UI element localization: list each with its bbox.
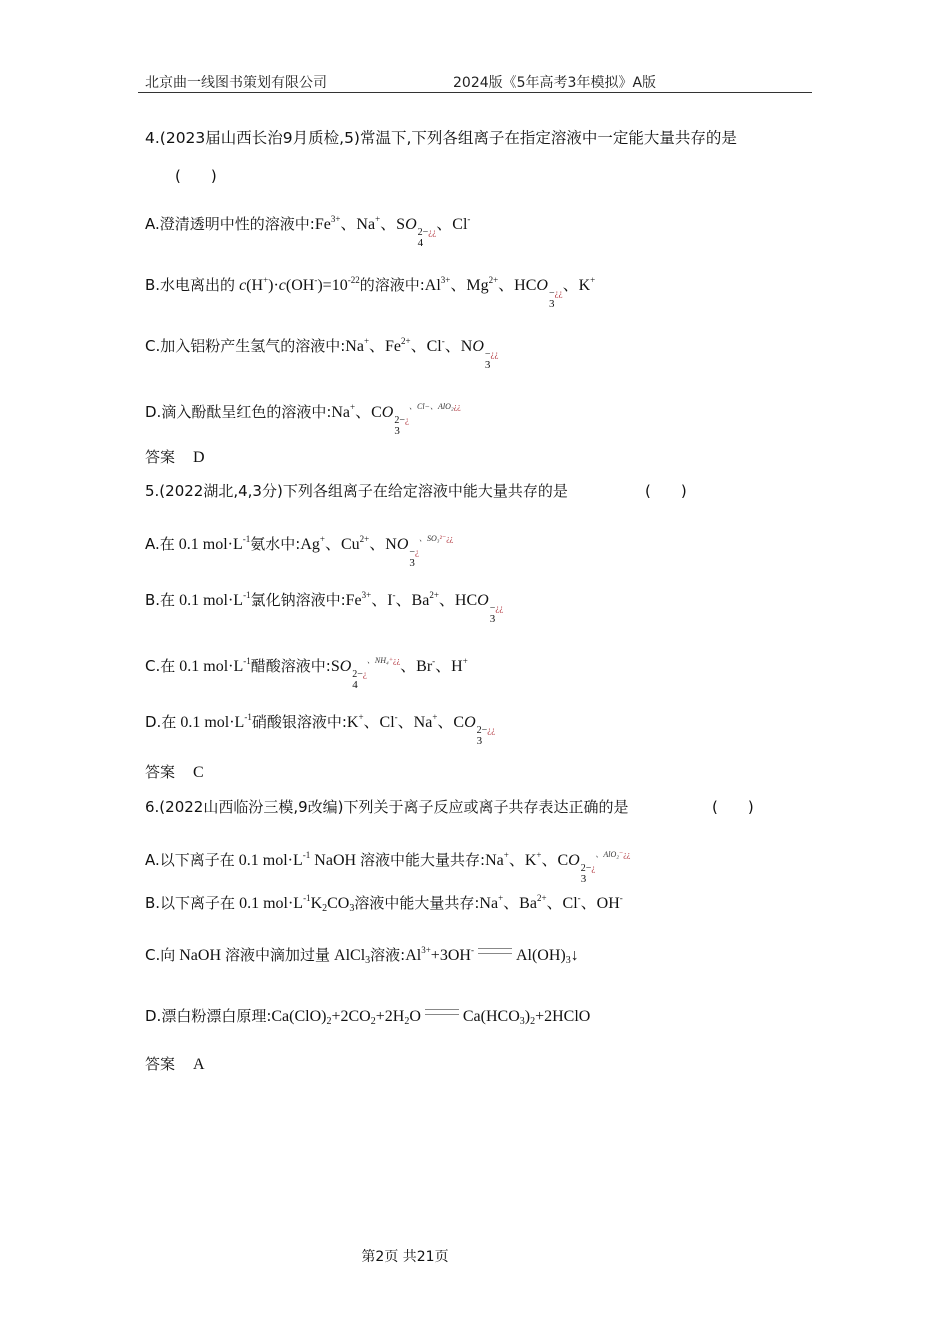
q6-option-d: D.漂白粉漂白原理$:Ca(ClO)_2+2CO_2+2H_2O$ $Ca(HCO_3)_2+2HClO$ (145, 1007, 591, 1027)
q5-answer-value: C (193, 764, 204, 781)
q6-answer-label: 答案 (145, 1055, 176, 1073)
equal-sign-double-line (425, 1009, 459, 1015)
q6-option-a: A.以下离子在 0.1 $mol\cdot L^{-1}$ NaOH 溶液中能大量共存:Na+、K+、CO 2−¿ 3 $^{、AlO_2^-¿¿}$ (145, 850, 631, 885)
q6-answer-paren: ( ) (712, 798, 754, 816)
q4-stem: 4.(2023届山西长治9月质检,5)常温下,下列各组离子在指定溶液中一定能大量共存的是 (145, 129, 737, 147)
q5-option-c: C.在 0.1 $mol\cdot L^{-1}$醋酸溶液中:SO 2−¿ 4 $^{、NH_4^+¿¿}$、Br-、H+ (145, 656, 468, 691)
q4-option-c: C.加入铝粉产生氢气的溶液中:Na+、$Fe^{2+}$、Cl-、NO −¿¿ 3 (145, 336, 499, 371)
header-book-title: 2024版《5年高考3年模拟》A版 (453, 75, 657, 91)
q5-stem: 5.(2022湖北,4,3分)下列各组离子在给定溶液中能大量共存的是 (145, 482, 568, 500)
q6-option-b: B.以下离子在 0.1 $mol\cdot L^{-1}K_2CO_3$溶液中能大量共存:Na+、$Ba^{2+}$、Cl-、OH- (145, 893, 623, 914)
q5-option-b: B.在 0.1 $mol\cdot L^{-1}$氯化钠溶液中$:Fe^{3+}$、I-、$Ba^{2+}$、HCO −¿¿ 3 (145, 590, 504, 625)
q5-answer (145, 761, 204, 782)
q5-answer-paren: ( ) (645, 482, 687, 500)
q5-option-a: A.在 0.1 $mol\cdot L^{-1}$氨水中:Ag+、$Cu^{2+}$、NO −¿ 3 $^{、SO_3^{2-}¿¿}$ (145, 534, 454, 569)
q4-option-d: D.滴入酚酞呈红色的溶液中:Na+、CO 2−¿ 3 $^{、Cl-、AlO_2¿¿}$ (145, 402, 461, 437)
q6-option-c: C.向 NaOH 溶液中滴加过量 AlCl$_3$溶液$:Al^{3+}+3OH^-$ $Al(OH)_3↓$ (145, 945, 579, 966)
q4-answer-label: 答案 (145, 448, 176, 466)
q4-answer (145, 446, 205, 467)
q4-option-b: B.水电离出的 $c(H^+)\cdot c(OH^-)=10^{-22}$的溶液中$:Al^{3+}$、$Mg^{2+}$、HCO −¿¿ 3 、K+ (145, 275, 596, 310)
q5-option-d: D.在 0.1 $mol\cdot L^{-1}$硝酸银溶液中:K+、Cl-、Na+、CO 2−¿¿ 3 (145, 712, 496, 747)
header-rule (138, 92, 812, 93)
q4-option-a: A.澄清透明中性的溶液中$:Fe^{3+}$、Na+、SO 2−¿¿ 4 、Cl- (145, 214, 471, 249)
page-footer: 第2页 共21页 (361, 1249, 449, 1265)
q6-answer-value: A (193, 1056, 205, 1073)
q6-stem: 6.(2022山西临汾三模,9改编)下列关于离子反应或离子共存表达正确的是 (145, 798, 629, 816)
q6-answer (145, 1053, 205, 1074)
equal-sign-double-line (478, 948, 512, 954)
q4-answer-value: D (193, 449, 205, 466)
q4-answer-paren: ( ) (175, 167, 217, 185)
q5-answer-label: 答案 (145, 763, 176, 781)
header-publisher: 北京曲一线图书策划有限公司 (145, 75, 327, 91)
